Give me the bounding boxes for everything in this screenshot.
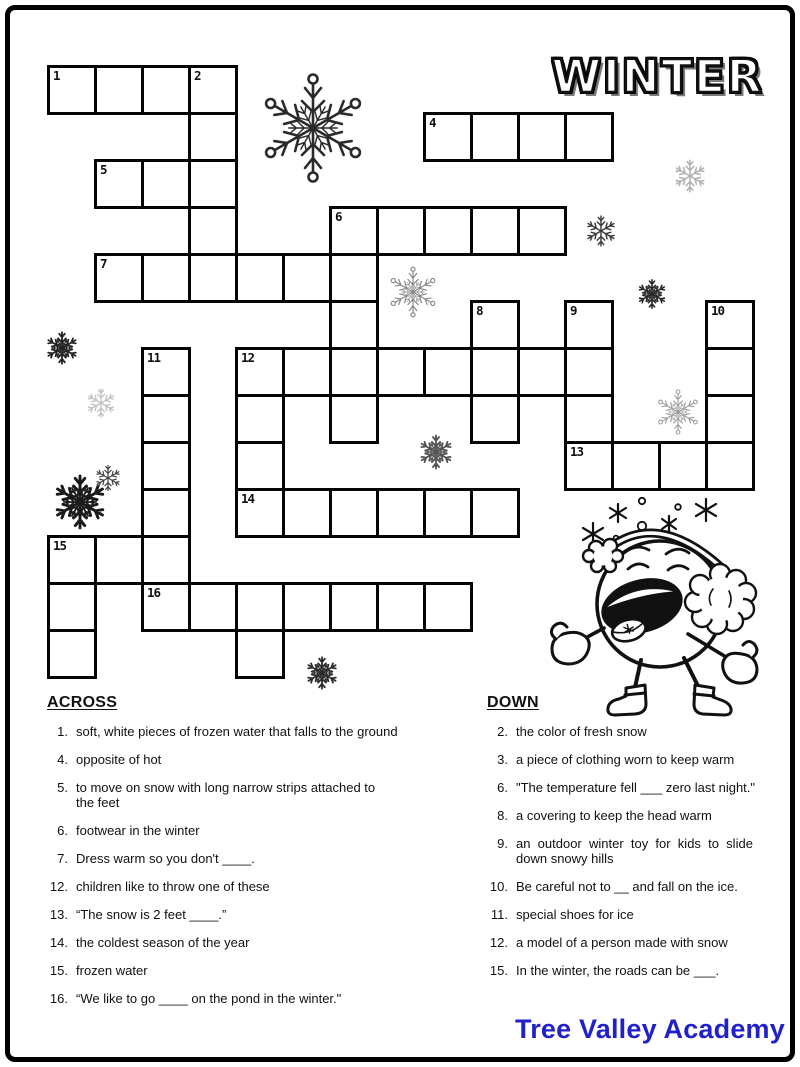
clue-number: 7. xyxy=(57,850,68,866)
clue-number: 2. xyxy=(497,724,508,739)
snowflake-icon xyxy=(92,462,124,494)
grid-cell[interactable] xyxy=(141,582,191,632)
clue-number: 6. xyxy=(497,780,508,795)
grid-cell[interactable] xyxy=(141,535,191,585)
snowflake-icon xyxy=(302,653,342,693)
grid-cell[interactable] xyxy=(141,394,191,444)
cell-number: 15 xyxy=(53,538,67,553)
down-clue xyxy=(484,908,774,923)
grid-cell[interactable] xyxy=(94,159,144,209)
grid-cell[interactable] xyxy=(235,488,285,538)
snowman-arms xyxy=(578,628,731,660)
across-clue xyxy=(44,753,412,768)
grid-cell[interactable] xyxy=(470,206,520,256)
clue-number: 9. xyxy=(497,836,508,851)
clue-text: “We like to go ____ on the pond in the winter." xyxy=(76,990,342,1006)
across-clue-list xyxy=(44,725,412,1006)
grid-cell[interactable] xyxy=(470,394,520,444)
clue-text: In the winter, the roads can be ___. xyxy=(516,962,720,978)
grid-cell[interactable] xyxy=(235,629,285,679)
brand-text: Tree Valley Academy xyxy=(515,1014,785,1044)
grid-cell[interactable] xyxy=(470,347,520,397)
down-clue xyxy=(484,781,774,796)
grid-cell[interactable] xyxy=(564,300,614,350)
grid-cell[interactable] xyxy=(564,112,614,162)
cell-number: 16 xyxy=(147,585,161,600)
cell-number: 1 xyxy=(53,68,60,83)
grid-cell[interactable] xyxy=(235,394,285,444)
grid-cell[interactable] xyxy=(141,253,191,303)
snow-dots-icon xyxy=(614,498,681,541)
grid-cell[interactable] xyxy=(94,535,144,585)
down-clue xyxy=(484,725,774,740)
across-clue xyxy=(44,824,412,839)
grid-cell[interactable] xyxy=(423,347,473,397)
down-heading: DOWN xyxy=(487,694,539,711)
grid-cell[interactable] xyxy=(517,347,567,397)
snowflake-icon xyxy=(655,389,701,435)
grid-cell[interactable] xyxy=(47,582,97,632)
grid-cell[interactable] xyxy=(141,65,191,115)
grid-cell[interactable] xyxy=(611,441,661,491)
clue-number: 5. xyxy=(57,780,68,795)
cell-number: 9 xyxy=(570,303,577,318)
clue-text: children like to throw one of these xyxy=(76,878,270,894)
grid-cell[interactable] xyxy=(564,394,614,444)
grid-cell[interactable] xyxy=(423,112,473,162)
grid-cell[interactable] xyxy=(329,488,379,538)
grid-cell[interactable] xyxy=(470,112,520,162)
cell-number: 14 xyxy=(241,491,255,506)
grid-cell[interactable] xyxy=(282,488,332,538)
grid-cell[interactable] xyxy=(564,347,614,397)
grid-cell[interactable] xyxy=(564,441,614,491)
clue-text: "The temperature fell ___ zero last night." xyxy=(516,780,756,795)
clue-number: 4. xyxy=(57,752,68,767)
grid-cell[interactable] xyxy=(705,347,755,397)
clue-text: special shoes for ice xyxy=(516,906,634,922)
grid-cell[interactable] xyxy=(329,347,379,397)
clue-text: soft, white pieces of frozen water that falls to the ground xyxy=(76,724,398,739)
snowflake-icon xyxy=(42,328,82,368)
down-clue-list xyxy=(484,725,774,978)
clue-number: 16. xyxy=(49,990,68,1006)
cell-number: 12 xyxy=(241,350,255,365)
down-clue xyxy=(484,753,774,768)
grid-cell[interactable] xyxy=(282,347,332,397)
clue-text: a model of a person made with snow xyxy=(516,934,728,950)
grid-cell[interactable] xyxy=(470,300,520,350)
down-clues-section xyxy=(484,694,774,992)
clue-text: a covering to keep the head warm xyxy=(516,808,712,823)
across-clue xyxy=(44,781,412,810)
clue-number: 12. xyxy=(489,934,508,950)
clue-number: 13. xyxy=(49,906,68,922)
down-clue xyxy=(484,936,774,951)
grid-cell[interactable] xyxy=(188,206,238,256)
grid-cell[interactable] xyxy=(188,253,238,303)
grid-cell[interactable] xyxy=(141,441,191,491)
grid-cell[interactable] xyxy=(141,347,191,397)
down-clue xyxy=(484,837,774,866)
clue-text: to move on snow with long narrow strips attached to the feet xyxy=(76,780,376,810)
cell-number: 10 xyxy=(711,303,725,318)
clue-text: a piece of clothing worn to keep warm xyxy=(516,752,735,767)
grid-cell[interactable] xyxy=(188,159,238,209)
snowman-earmuffs xyxy=(583,533,756,634)
clue-number: 8. xyxy=(497,808,508,823)
clue-text: the color of fresh snow xyxy=(516,724,647,739)
grid-cell[interactable] xyxy=(47,535,97,585)
down-clue xyxy=(484,880,774,895)
clue-text: “The snow is 2 feet ____.” xyxy=(76,906,227,922)
grid-cell[interactable] xyxy=(423,488,473,538)
grid-cell[interactable] xyxy=(282,253,332,303)
across-clue xyxy=(44,964,412,979)
across-clue xyxy=(44,936,412,951)
snowflake-icon xyxy=(670,156,710,196)
grid-cell[interactable] xyxy=(705,394,755,444)
clue-text: Dress warm so you don't ____. xyxy=(76,850,255,866)
grid-cell[interactable] xyxy=(705,441,755,491)
snowman-legs xyxy=(634,658,701,692)
clue-text: footwear in the winter xyxy=(76,822,200,838)
grid-cell[interactable] xyxy=(376,488,426,538)
clue-number: 10. xyxy=(489,878,508,894)
snowflake-icon xyxy=(83,385,119,421)
grid-cell[interactable] xyxy=(47,629,97,679)
snowflake-icon xyxy=(634,276,670,312)
clue-number: 3. xyxy=(497,752,508,767)
grid-cell[interactable] xyxy=(188,112,238,162)
clue-text: an outdoor winter toy for kids to slide down snowy hills xyxy=(516,836,753,866)
grid-cell[interactable] xyxy=(329,253,379,303)
across-clue xyxy=(44,992,412,1007)
clue-text: frozen water xyxy=(76,962,148,978)
cell-number: 4 xyxy=(429,115,436,130)
cell-number: 6 xyxy=(335,209,342,224)
snowflake-icon xyxy=(415,431,457,473)
grid-cell[interactable] xyxy=(235,441,285,491)
snowman-mittens xyxy=(551,623,757,683)
grid-cell[interactable] xyxy=(423,582,473,632)
across-clues-section xyxy=(44,694,412,1020)
cell-number: 13 xyxy=(570,444,584,459)
grid-cell[interactable] xyxy=(329,582,379,632)
grid-cell[interactable] xyxy=(235,347,285,397)
grid-cell[interactable] xyxy=(517,112,567,162)
clue-number: 15. xyxy=(489,962,508,978)
clue-number: 14. xyxy=(49,934,68,950)
snowman-mouth xyxy=(597,571,689,645)
cell-number: 2 xyxy=(194,68,201,83)
grid-cell[interactable] xyxy=(329,206,379,256)
grid-cell[interactable] xyxy=(141,159,191,209)
snowflake-icon xyxy=(582,212,620,250)
cell-number: 8 xyxy=(476,303,483,318)
clue-number: 11. xyxy=(490,906,508,922)
snowflake-icon xyxy=(47,469,113,535)
clue-text: Be careful not to __ and fall on the ice. xyxy=(516,878,738,894)
grid-cell[interactable] xyxy=(47,65,97,115)
grid-cell[interactable] xyxy=(376,347,426,397)
grid-cell[interactable] xyxy=(658,441,708,491)
across-clue xyxy=(44,852,412,867)
grid-cell[interactable] xyxy=(423,206,473,256)
snowman-face xyxy=(624,547,689,570)
grid-cell[interactable] xyxy=(705,300,755,350)
sparkle-stars-icon xyxy=(583,499,716,545)
grid-cell[interactable] xyxy=(141,488,191,538)
grid-cell[interactable] xyxy=(235,582,285,632)
down-clue xyxy=(484,964,774,979)
grid-cell[interactable] xyxy=(188,582,238,632)
grid-cell[interactable] xyxy=(94,65,144,115)
clue-number: 1. xyxy=(57,724,68,739)
grid-cell[interactable] xyxy=(235,253,285,303)
page-title: WINTER xyxy=(551,50,764,103)
across-heading: ACROSS xyxy=(47,694,118,711)
grid-cell[interactable] xyxy=(329,394,379,444)
across-clue xyxy=(44,725,412,740)
clue-text: the coldest season of the year xyxy=(76,934,250,950)
across-clue xyxy=(44,908,412,923)
cell-number: 5 xyxy=(100,162,107,177)
clue-number: 12. xyxy=(49,878,68,894)
grid-cell[interactable] xyxy=(376,582,426,632)
snowflake-icon xyxy=(257,72,369,184)
clue-number: 15. xyxy=(49,962,68,978)
clue-text: opposite of hot xyxy=(76,752,162,767)
grid-cell[interactable] xyxy=(188,65,238,115)
clue-number: 6. xyxy=(57,822,68,838)
grid-cell[interactable] xyxy=(94,253,144,303)
snowflake-icon xyxy=(387,266,439,318)
cell-number: 7 xyxy=(100,256,107,271)
grid-cell[interactable] xyxy=(517,206,567,256)
down-clue xyxy=(484,809,774,824)
grid-cell[interactable] xyxy=(376,206,426,256)
grid-cell[interactable] xyxy=(282,582,332,632)
snowman-body xyxy=(597,541,723,667)
cell-number: 11 xyxy=(147,350,161,365)
grid-cell[interactable] xyxy=(470,488,520,538)
grid-cell[interactable] xyxy=(329,300,379,350)
across-clue xyxy=(44,880,412,895)
